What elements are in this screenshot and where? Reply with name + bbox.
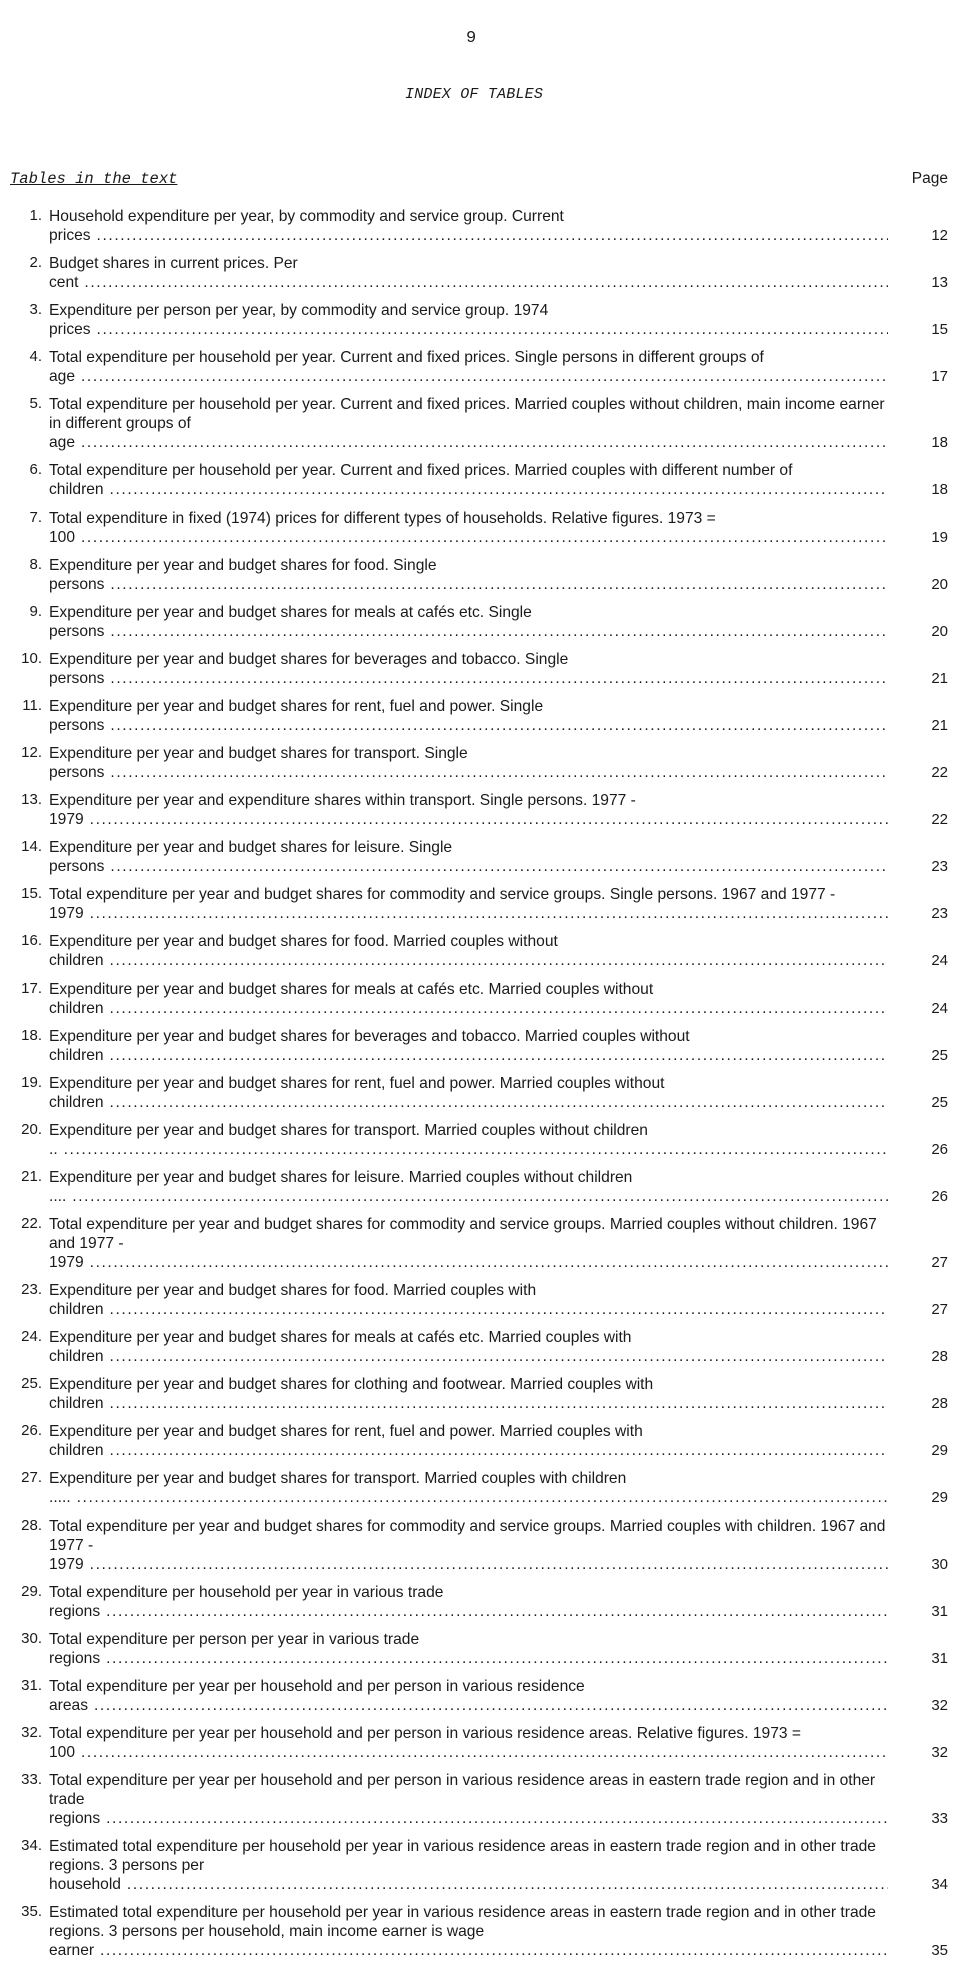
entry-page-number: 21 (931, 716, 948, 734)
entry-title: Household expenditure per year, by commodity and service group. Current prices ..... (49, 207, 888, 245)
toc-entry (0, 1422, 960, 1460)
entry-page-number: 30 (931, 1555, 948, 1573)
entry-title: Total expenditure per year and budget shares for commodity and service groups. Single persons. 1967 and 1977 - 1979 ..... (49, 885, 888, 923)
entry-number: 10. (21, 649, 42, 667)
toc-entry (0, 1903, 960, 1960)
entry-page-number: 34 (931, 1876, 948, 1894)
entry-number: 4. (29, 348, 42, 366)
entry-title: Budget shares in current prices. Per cent ..... (49, 254, 888, 292)
entry-number: 34. (21, 1837, 42, 1855)
toc-entry (0, 744, 960, 782)
entry-page-number: 33 (931, 1810, 948, 1827)
entry-title: Expenditure per year and budget shares for meals at cafés etc. Single persons ..... (49, 603, 888, 641)
entry-title: Total expenditure per year per household and per person in various residence areas in eastern trade region and in other trade regions ..... (49, 1771, 888, 1828)
entry-title: Expenditure per year and budget shares for food. Single persons ..... (49, 556, 888, 594)
entry-title: Expenditure per year and budget shares for beverages and tobacco. Married couples without children ..... (49, 1027, 888, 1065)
entry-page-number: 21 (931, 669, 948, 687)
entry-title: Expenditure per year and expenditure shares within transport. Single persons. 1977 - 1979 ..... (49, 791, 888, 829)
entry-page-number: 27 (931, 1301, 948, 1319)
entry-number: 1. (29, 207, 42, 224)
entry-page-number: 15 (931, 321, 948, 339)
entry-page-number: 32 (931, 1743, 948, 1761)
entry-title: Expenditure per year and budget shares for clothing and footwear. Married couples with children ..... (49, 1375, 888, 1413)
page-title: INDEX OF TABLES (405, 86, 544, 103)
entry-number: 25. (21, 1375, 42, 1393)
entry-page-number: 29 (931, 1442, 948, 1460)
entry-title: Expenditure per year and budget shares for leisure. Single persons ..... (49, 838, 888, 876)
toc-entry (0, 1677, 960, 1715)
entry-title: Expenditure per year and budget shares for transport. Married couples with children ..... ..... (49, 1469, 888, 1507)
entry-title: Expenditure per year and budget shares for meals at cafés etc. Married couples without children ..... (49, 980, 888, 1018)
entry-title: Expenditure per year and budget shares for rent, fuel and power. Single persons ..... (49, 697, 888, 735)
entry-title: Expenditure per year and budget shares for food. Married couples with children ..... (49, 1281, 888, 1319)
entry-page-number: 25 (931, 1093, 948, 1111)
toc-entry (0, 885, 960, 923)
entry-number: 33. (21, 1771, 42, 1788)
entry-number: 15. (21, 885, 42, 903)
entry-number: 14. (21, 838, 42, 856)
entry-number: 22. (21, 1214, 42, 1232)
entry-page-number: 18 (931, 434, 948, 452)
toc-entry (0, 1074, 960, 1112)
entry-title: Total expenditure per year and budget shares for commodity and service groups. Married couples with children. 1967 and 1977 - 1979 ..... (49, 1517, 888, 1574)
toc-entry (0, 1771, 960, 1828)
toc-entry (0, 1281, 960, 1319)
toc-entry (0, 697, 960, 735)
entry-page-number: 29 (931, 1489, 948, 1507)
entry-number: 30. (21, 1629, 42, 1647)
entry-page-number: 13 (931, 274, 948, 292)
toc-entry (0, 461, 960, 499)
entry-number: 31. (21, 1676, 42, 1694)
entry-number: 13. (21, 791, 42, 809)
toc-entry (0, 1215, 960, 1272)
toc-entry (0, 254, 960, 292)
entry-page-number: 19 (931, 528, 948, 546)
entry-number: 11. (22, 696, 42, 714)
entry-title: Estimated total expenditure per household per year in various residence areas in eastern trade region and in other trade regions. 3 persons per household ..... (49, 1837, 888, 1894)
toc-entry (0, 395, 960, 452)
toc-entry (0, 1328, 960, 1366)
entry-page-number: 27 (931, 1253, 948, 1271)
entry-number: 27. (21, 1469, 42, 1487)
entry-page-number: 35 (931, 1942, 948, 1960)
entry-title: Expenditure per person per year, by commodity and service group. 1974 prices ..... (49, 301, 888, 339)
toc-entry (0, 1469, 960, 1507)
entry-number: 19. (21, 1073, 42, 1091)
entry-page-number: 25 (931, 1046, 948, 1064)
entry-title: Total expenditure per year per household and per person in various residence areas. Relative figures. 1973 = 100 ..... (49, 1724, 888, 1762)
entry-number: 23. (21, 1281, 42, 1299)
toc-entry (0, 1027, 960, 1065)
toc-entry (0, 1517, 960, 1574)
entry-page-number: 22 (931, 811, 948, 829)
entry-page-number: 20 (931, 622, 948, 640)
entry-number: 20. (21, 1120, 42, 1138)
entry-title: Total expenditure per household per year. Current and fixed prices. Single persons in different groups of age ..... (49, 348, 888, 386)
toc-entry (0, 509, 960, 547)
entry-title: Total expenditure in fixed (1974) prices for different types of households. Relative figures. 1973 = 100 ..... (49, 509, 888, 547)
entry-title: Expenditure per year and budget shares for leisure. Married couples without children .... ..... (49, 1168, 888, 1206)
entry-number: 17. (21, 979, 42, 997)
entry-title: Total expenditure per household per year. Current and fixed prices. Married couples with different number of children ..... (49, 461, 888, 499)
entry-number: 29. (21, 1582, 42, 1600)
entry-number: 6. (29, 461, 42, 479)
entry-page-number: 23 (931, 858, 948, 876)
entry-number: 8. (29, 555, 42, 573)
entry-title: Total expenditure per year and budget shares for commodity and service groups. Married couples without children. 1967 and 1977 - 1979 ..... (49, 1215, 888, 1272)
entry-number: 7. (29, 508, 42, 526)
entry-number: 3. (29, 301, 42, 319)
entry-title: Expenditure per year and budget shares for food. Married couples without children ..... (49, 932, 888, 970)
entry-number: 2. (29, 254, 42, 272)
page-column-heading: Page (911, 170, 948, 187)
entry-page-number: 28 (931, 1395, 948, 1413)
toc-entry (0, 1583, 960, 1621)
table-index-list (0, 207, 960, 1969)
entry-page-number: 23 (931, 905, 948, 923)
entry-number: 5. (29, 395, 42, 413)
toc-entry (0, 603, 960, 641)
toc-entry (0, 1121, 960, 1159)
entry-title: Expenditure per year and budget shares for beverages and tobacco. Single persons ..... (49, 650, 888, 688)
entry-page-number: 28 (931, 1348, 948, 1366)
entry-page-number: 20 (931, 575, 948, 593)
toc-entry (0, 1630, 960, 1668)
entry-number: 12. (21, 744, 42, 762)
entry-title: Expenditure per year and budget shares for transport. Married couples without children .. ..... (49, 1121, 888, 1159)
toc-entry (0, 301, 960, 339)
entry-page-number: 24 (931, 952, 948, 970)
toc-entry (0, 791, 960, 829)
entry-title: Total expenditure per household per year in various trade regions ..... (49, 1583, 888, 1621)
entry-number: 9. (29, 602, 42, 620)
entry-number: 18. (21, 1026, 42, 1044)
entry-page-number: 24 (931, 999, 948, 1017)
toc-entry (0, 1375, 960, 1413)
entry-number: 26. (21, 1422, 42, 1440)
entry-number: 16. (21, 932, 42, 950)
toc-entry (0, 1168, 960, 1206)
entry-title: Expenditure per year and budget shares for transport. Single persons ..... (49, 744, 888, 782)
toc-entry (0, 556, 960, 594)
entry-title: Total expenditure per person per year in various trade regions ..... (49, 1630, 888, 1668)
entry-number: 35. (21, 1903, 42, 1921)
toc-entry (0, 1724, 960, 1762)
entry-page-number: 12 (931, 227, 948, 244)
page-number: 9 (466, 29, 477, 48)
entry-page-number: 32 (931, 1696, 948, 1714)
entry-title: Total expenditure per year per household and per person in various residence areas ..... (49, 1677, 888, 1715)
toc-entry (0, 980, 960, 1018)
toc-entry (0, 838, 960, 876)
toc-entry (0, 1837, 960, 1894)
entry-title: Expenditure per year and budget shares for rent, fuel and power. Married couples with children ..... (49, 1422, 888, 1460)
entry-page-number: 22 (931, 764, 948, 782)
toc-entry (0, 348, 960, 386)
toc-entry (0, 207, 960, 245)
toc-entry (0, 932, 960, 970)
entry-page-number: 17 (931, 368, 948, 386)
entry-page-number: 31 (931, 1649, 948, 1667)
entry-page-number: 26 (931, 1140, 948, 1158)
entry-page-number: 18 (931, 481, 948, 499)
entry-title: Estimated total expenditure per household per year in various residence areas in eastern trade region and in other trade regions. 3 persons per household, main income earner is wage earner ..... (49, 1903, 888, 1960)
entry-title: Expenditure per year and budget shares for meals at cafés etc. Married couples with children ..... (49, 1328, 888, 1366)
toc-entry (0, 650, 960, 688)
entry-page-number: 31 (931, 1602, 948, 1620)
entry-number: 32. (21, 1723, 42, 1741)
entry-title: Total expenditure per household per year. Current and fixed prices. Married couples without children, main income earner in different groups of age ..... (49, 395, 888, 452)
section-heading: Tables in the text (10, 170, 178, 188)
entry-number: 28. (21, 1516, 42, 1534)
entry-title: Expenditure per year and budget shares for rent, fuel and power. Married couples without children ..... (49, 1074, 888, 1112)
entry-number: 21. (21, 1167, 42, 1185)
entry-number: 24. (21, 1328, 42, 1346)
entry-page-number: 26 (931, 1187, 948, 1205)
